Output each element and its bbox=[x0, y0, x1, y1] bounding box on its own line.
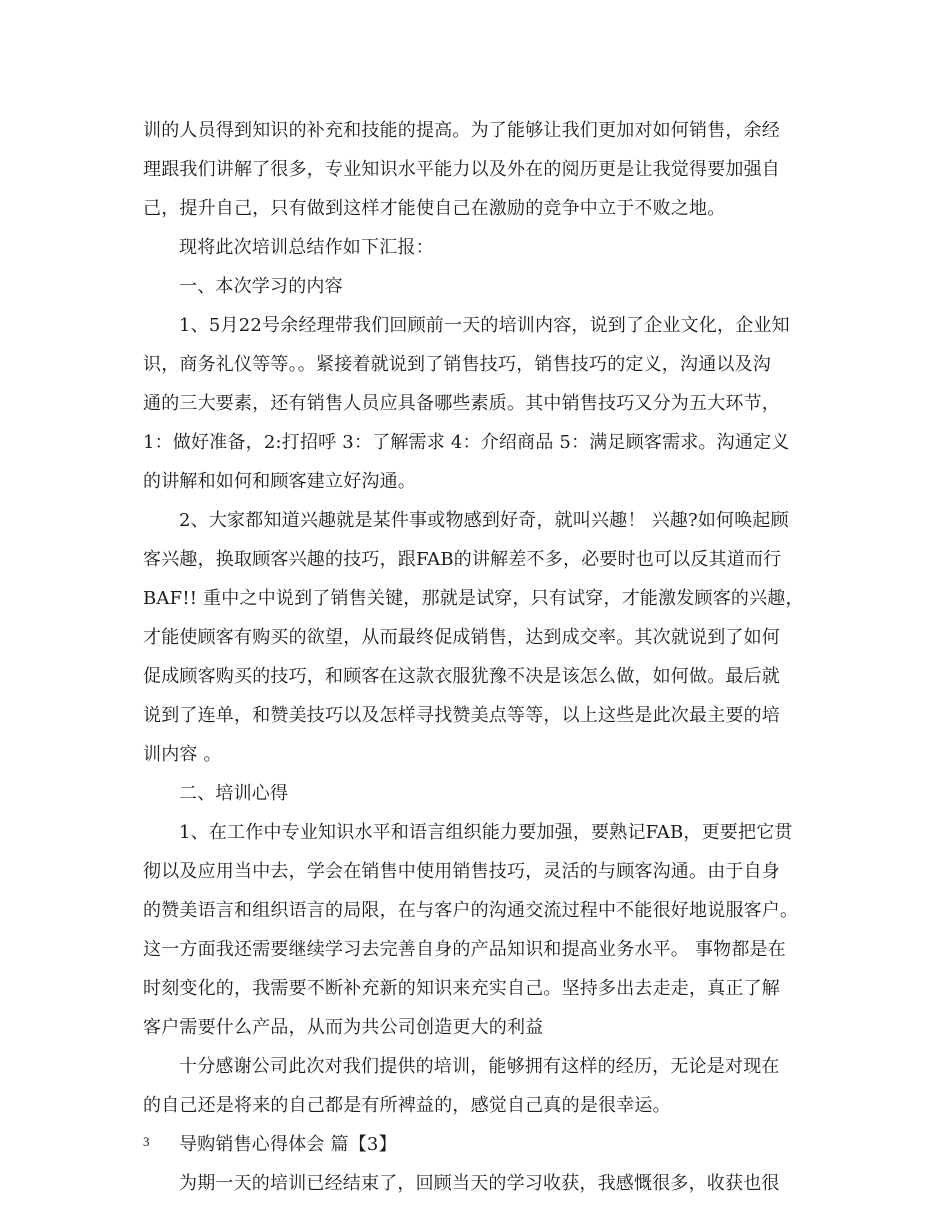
paragraph-start: 1、在工作中专业知识水平和语言组织能力要加强，要熟记FAB，更要把它贯 bbox=[179, 822, 793, 843]
text-line: 这一方面我还需要继续学习去完善自身的产品知识和提高业务水平。 事物都是在 bbox=[143, 939, 786, 960]
text-line: 彻以及应用当中去，学会在销售中使用销售技巧，灵活的与顾客沟通。由于自身 bbox=[143, 861, 780, 882]
section-heading: 导购销售心得体会 篇【3】 bbox=[179, 1134, 397, 1155]
paragraph-start: 为期一天的培训已经结束了，回顾当天的学习收获，我感慨很多，收获也很 bbox=[179, 1173, 780, 1194]
page-number: 3 bbox=[143, 1134, 150, 1149]
text-line: 训的人员得到知识的补充和技能的提高。为了能够让我们更加对如何销售，余经 bbox=[143, 120, 780, 141]
paragraph-start: 十分感谢公司此次对我们提供的培训，能够拥有这样的经历，无论是对现在 bbox=[179, 1056, 780, 1077]
text-line: 1：做好准备，2:打招呼 3：了解需求 4：介绍商品 5：满足顾客需求。沟通定义 bbox=[143, 432, 790, 453]
text-line: BAF!! 重中之中说到了销售关键，那就是试穿，只有试穿，才能激发顾客的兴趣， bbox=[143, 588, 804, 609]
text-line: 通的三大要素，还有销售人员应具备哪些素质。其中销售技巧又分为五大环节， bbox=[143, 393, 780, 414]
text-line: 的讲解和如何和顾客建立好沟通。 bbox=[143, 471, 416, 492]
paragraph-start: 1、5月22号余经理带我们回顾前一天的培训内容，说到了企业文化，企业知 bbox=[179, 315, 790, 336]
text-line: 训内容 。 bbox=[143, 744, 222, 765]
text-line: 客户需要什么产品，从而为共公司创造更大的利益 bbox=[143, 1017, 544, 1038]
text-line: 才能使顾客有购买的欲望，从而最终促成销售，达到成交率。其次就说到了如何 bbox=[143, 627, 780, 648]
text-line: 客兴趣，换取顾客兴趣的技巧，跟FAB的讲解差不多，必要时也可以反其道而行 bbox=[143, 549, 782, 570]
text-line: 己，提升自己，只有做到这样才能使自己在激励的竞争中立于不败之地。 bbox=[143, 198, 726, 219]
text-line: 说到了连单，和赞美技巧以及怎样寻找赞美点等等，以上这些是此次最主要的培 bbox=[143, 705, 780, 726]
text-line: 时刻变化的，我需要不断补充新的知识来充实自己。坚持多出去走走，真正了解 bbox=[143, 978, 780, 999]
text-line: 的赞美语言和组织语言的局限，在与客户的沟通交流过程中不能很好地说服客户。 bbox=[143, 900, 799, 921]
paragraph-start: 现将此次培训总结作如下汇报： bbox=[179, 237, 434, 258]
section-heading: 一、本次学习的内容 bbox=[179, 276, 343, 297]
body-text bbox=[143, 111, 811, 1203]
paragraph-start: 2、大家都知道兴趣就是某件事或物感到好奇，就叫兴趣！ 兴趣?如何唤起顾 bbox=[179, 510, 789, 531]
text-line: 理跟我们讲解了很多，专业知识水平能力以及外在的阅历更是让我觉得要加强自 bbox=[143, 159, 780, 180]
text-line: 促成顾客购买的技巧，和顾客在这款衣服犹豫不决是该怎么做，如何做。最后就 bbox=[143, 666, 780, 687]
text-line: 识，商务礼仪等等。。紧接着就说到了销售技巧，销售技巧的定义，沟通以及沟 bbox=[143, 354, 771, 375]
text-line: 的自己还是将来的自己都是有所裨益的，感觉自己真的是很幸运。 bbox=[143, 1095, 671, 1116]
section-heading: 二、培训心得 bbox=[179, 783, 289, 804]
